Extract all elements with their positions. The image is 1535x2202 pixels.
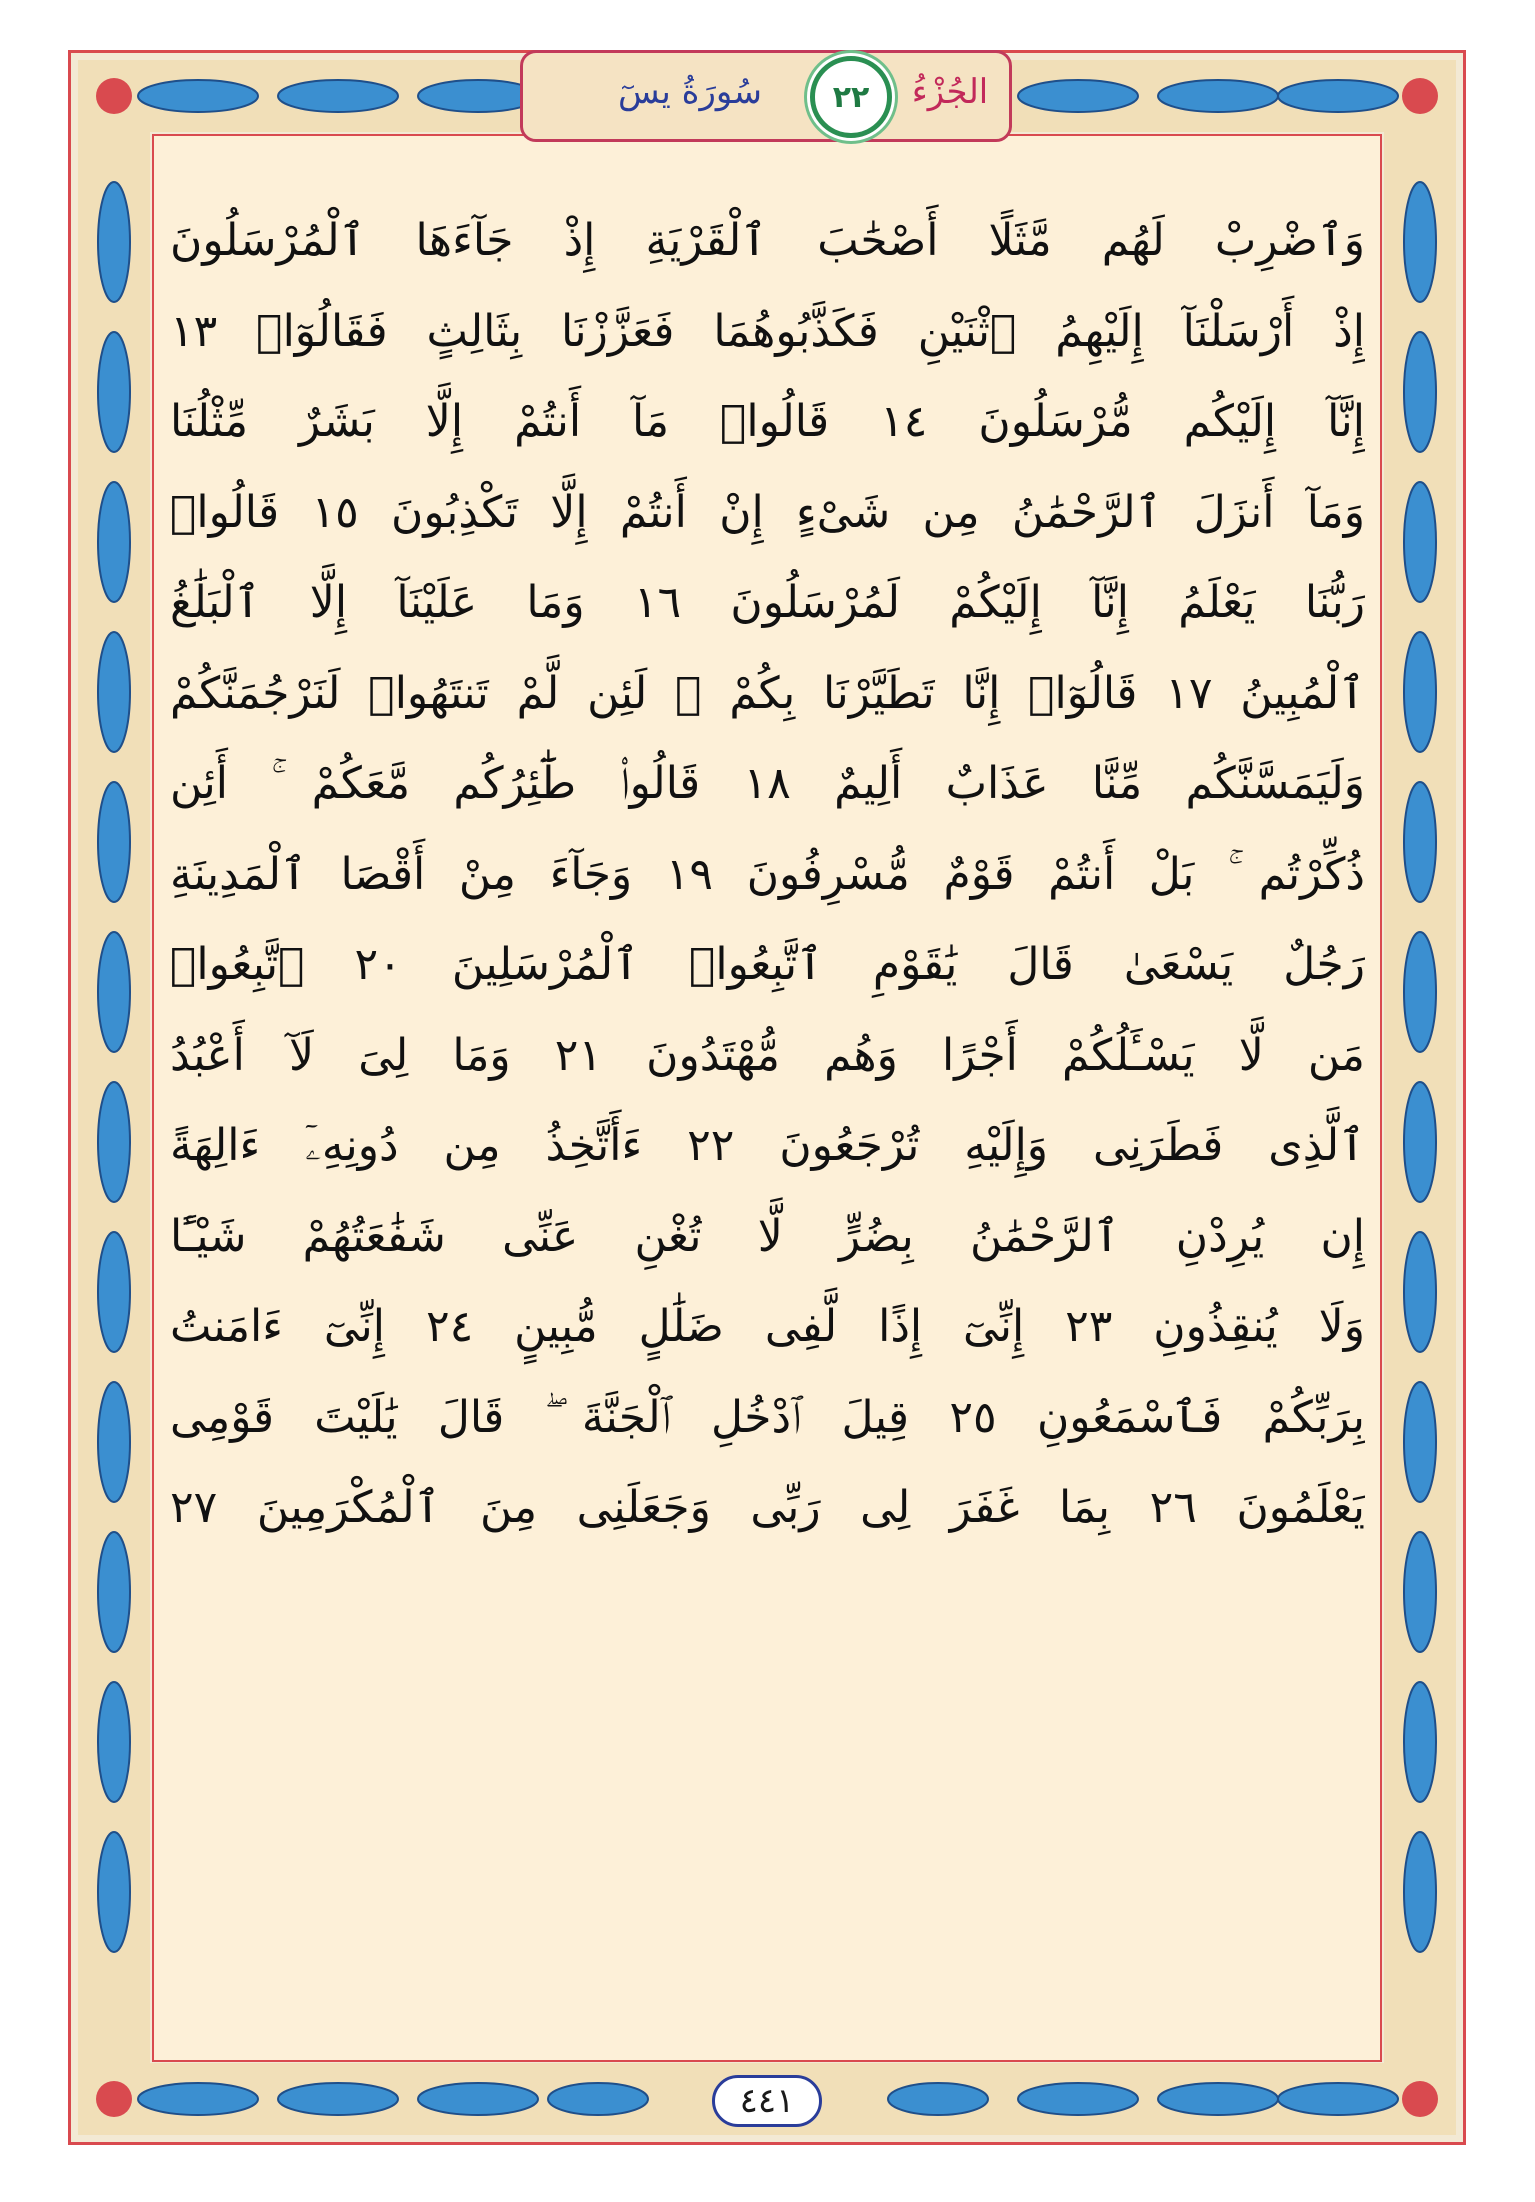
verse-line: يَعْلَمُونَ ٢٦ بِمَا غَفَرَ لِى رَبِّى وَجَعَلَنِى مِنَ ٱلْمُكْرَمِينَ ٢٧ — [170, 1482, 1365, 1533]
verse-line: بِرَبِّكُمْ فَٱسْمَعُونِ ٢٥ قِيلَ ٱدْخُلِ ٱلْجَنَّةَ ۖ قَالَ يَٰلَيْتَ قَوْمِى — [170, 1391, 1365, 1443]
verse-line: ٱلَّذِى فَطَرَنِى وَإِلَيْهِ تُرْجَعُونَ ٢٢ ءَأَتَّخِذُ مِن دُونِهِۦٓ ءَالِهَةً — [170, 1120, 1365, 1171]
verse-line: إِن يُرِدْنِ ٱلرَّحْمَٰنُ بِضُرٍّ لَّا تُغْنِ عَنِّى شَفَٰعَتُهُمْ شَيْـًٔا — [170, 1210, 1365, 1262]
verse-line: رَجُلٌ يَسْعَىٰ قَالَ يَٰقَوْمِ ٱتَّبِعُوا۟ ٱلْمُرْسَلِينَ ٢٠ ٱتَّبِعُوا۟ — [170, 939, 1365, 990]
verses-block — [170, 196, 1365, 1554]
verse-line: وَمَآ أَنزَلَ ٱلرَّحْمَٰنُ مِن شَىْءٍ إِنْ أَنتُمْ إِلَّا تَكْذِبُونَ ١٥ قَالُوا۟ — [170, 486, 1365, 538]
verse-line: وَٱضْرِبْ لَهُم مَّثَلًا أَصْحَٰبَ ٱلْقَرْيَةِ إِذْ جَآءَهَا ٱلْمُرْسَلُونَ — [170, 215, 1365, 266]
verse-line: وَلَيَمَسَّنَّكُم مِّنَّا عَذَابٌ أَلِيمٌ ١٨ قَالُوا۟ طَٰٓئِرُكُم مَّعَكُمْ ۚ أَئِن — [170, 758, 1365, 809]
page-number-badge — [712, 2075, 822, 2127]
verse-line: ذُكِّرْتُم ۚ بَلْ أَنتُمْ قَوْمٌ مُّسْرِفُونَ ١٩ وَجَآءَ مِنْ أَقْصَا ٱلْمَدِينَةِ — [170, 848, 1365, 900]
verse-line: إِذْ أَرْسَلْنَآ إِلَيْهِمُ ٱثْنَيْنِ فَكَذَّبُوهُمَا فَعَزَّزْنَا بِثَالِثٍ فَقَالُوٓا۟ ١٣ — [170, 305, 1365, 357]
verse-line: وَلَا يُنقِذُونِ ٢٣ إِنِّىٓ إِذًا لَّفِى ضَلَٰلٍ مُّبِينٍ ٢٤ إِنِّىٓ ءَامَنتُ — [170, 1301, 1365, 1352]
verse-line: إِنَّآ إِلَيْكُم مُّرْسَلُونَ ١٤ قَالُوا۟ مَآ أَنتُمْ إِلَّا بَشَرٌ مِّثْلُنَا — [170, 396, 1365, 447]
left-ornament-border — [78, 132, 150, 2063]
page-number: ٤٤١ — [739, 2081, 795, 2121]
right-ornament-border — [1384, 132, 1456, 2063]
juz-label: الجُزْءُ — [911, 72, 989, 112]
verse-line: مَن لَّا يَسْـَٔلُكُمْ أَجْرًا وَهُم مُّهْتَدُونَ ٢١ وَمَا لِىَ لَآ أَعْبُدُ — [170, 1029, 1365, 1081]
surah-title: سُورَةُ يسٓ — [618, 72, 762, 112]
juz-number: ٢٢ — [832, 79, 870, 115]
juz-number-medal — [810, 56, 892, 138]
verse-line: ٱلْمُبِينُ ١٧ قَالُوٓا۟ إِنَّا تَطَيَّرْنَا بِكُمْ ۖ لَئِن لَّمْ تَنتَهُوا۟ لَنَرْجُمَنَّكُمْ — [170, 667, 1365, 719]
verse-line: رَبُّنَا يَعْلَمُ إِنَّآ إِلَيْكُمْ لَمُرْسَلُونَ ١٦ وَمَا عَلَيْنَآ إِلَّا ٱلْبَلَٰغُ — [170, 577, 1365, 628]
